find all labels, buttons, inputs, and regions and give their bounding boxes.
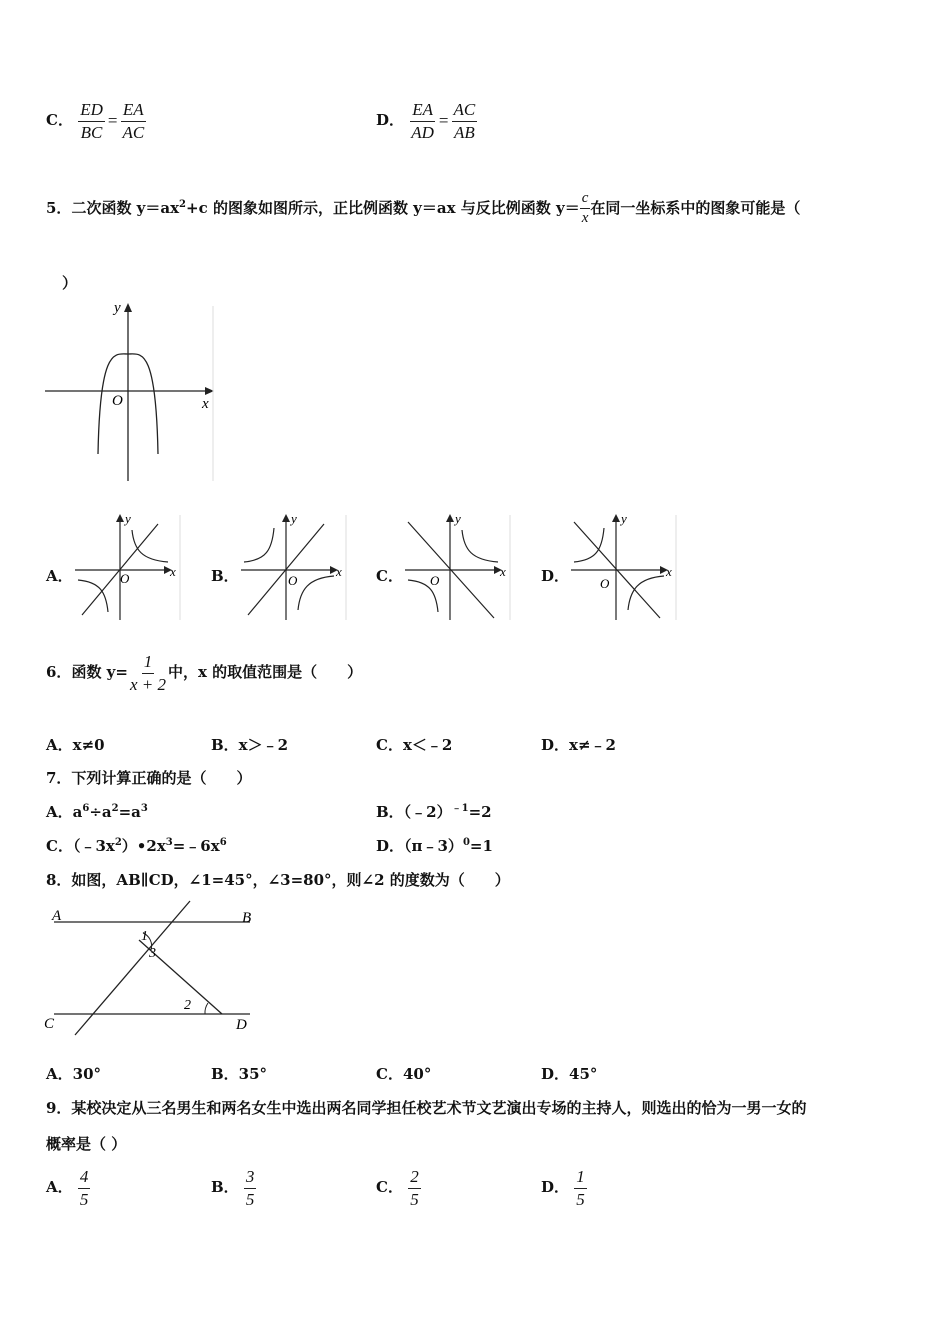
- option-text: =1: [469, 837, 493, 855]
- transversal: [75, 901, 190, 1035]
- denominator: 5: [576, 1189, 585, 1209]
- origin-label: O: [288, 573, 298, 588]
- x-label: x: [170, 564, 176, 579]
- superscript: 3: [165, 837, 173, 848]
- q7-option-c[interactable]: [46, 835, 227, 856]
- numerator: EA: [121, 100, 146, 122]
- q7-question: 7．下列计算正确的是（ ）: [46, 769, 252, 787]
- y-label: y: [114, 300, 121, 316]
- option-d-graph[interactable]: [566, 510, 678, 622]
- angle-2-arc: [205, 1003, 208, 1014]
- origin-label: O: [430, 573, 440, 588]
- denominator: x: [581, 210, 589, 227]
- y-label: y: [455, 511, 461, 526]
- question-text: 二次函数 y＝ax: [71, 198, 180, 217]
- y-label: y: [291, 511, 297, 526]
- fraction: [120, 100, 146, 142]
- q9-option-c[interactable]: [376, 1167, 421, 1209]
- option-letter: D．: [541, 1178, 570, 1197]
- y-axis-arrow: [124, 303, 132, 312]
- parallel-lines-figure: [40, 895, 270, 1040]
- option-text: ÷a: [89, 803, 112, 821]
- q9-option-a[interactable]: [46, 1167, 90, 1209]
- origin-label: O: [112, 393, 123, 409]
- superscript: 2: [111, 803, 119, 814]
- denominator: BC: [80, 122, 103, 142]
- question-number: 5．: [46, 198, 72, 217]
- q8-option-b[interactable]: B．35°: [211, 1065, 268, 1083]
- q6-option-a[interactable]: A．x≠0: [46, 736, 105, 754]
- q7-option-b[interactable]: [376, 801, 492, 822]
- equals-sign: =: [438, 111, 449, 131]
- origin-label: O: [600, 576, 610, 591]
- option-b-letter[interactable]: B．: [211, 567, 239, 585]
- denominator: AC: [122, 122, 145, 142]
- hyperbola-branch: [78, 580, 108, 612]
- question-text: 在同一坐标系中的图象可能是（: [590, 198, 801, 217]
- denominator: 5: [245, 1189, 255, 1209]
- label-c: C: [44, 1016, 55, 1032]
- q9-question-line1: 9．某校决定从三名男生和两名女生中选出两名同学担任校艺术节文艺演出专场的主持人，则选出的恰为一男一女的: [46, 1099, 807, 1117]
- numerator: AC: [452, 100, 478, 122]
- option-d-letter[interactable]: D．: [541, 567, 570, 585]
- q7-option-d[interactable]: [376, 835, 493, 856]
- question-text: 中，x 的取值范围是（ ）: [167, 663, 363, 682]
- superscript: 3: [140, 803, 148, 814]
- angle-3-label: 3: [149, 946, 156, 961]
- denominator: 5: [79, 1189, 89, 1209]
- x-label: x: [666, 564, 672, 579]
- fraction: [244, 1167, 257, 1209]
- y-axis-arrow: [116, 514, 124, 522]
- fraction: [574, 1167, 587, 1209]
- y-label: y: [621, 511, 627, 526]
- origin-label: O: [120, 571, 130, 586]
- q9-question-line2: 概率是（ ）: [46, 1135, 127, 1153]
- option-letter: B．: [211, 1178, 239, 1197]
- numerator: 4: [78, 1167, 91, 1189]
- numerator: 1: [574, 1167, 587, 1189]
- q4-option-d[interactable]: [376, 100, 477, 142]
- option-a-graph[interactable]: [70, 510, 182, 622]
- q9-option-d[interactable]: [541, 1167, 587, 1209]
- option-text: B．（﹣2）: [376, 803, 452, 821]
- q6-option-d[interactable]: D．x≠﹣2: [541, 736, 616, 754]
- question-number: 6．: [46, 663, 72, 682]
- option-a-letter[interactable]: A．: [46, 567, 73, 585]
- option-text: =a: [118, 803, 141, 821]
- angle-2-label: 2: [184, 998, 191, 1013]
- denominator: AD: [411, 122, 434, 142]
- q5-question: [46, 190, 800, 228]
- hyperbola-branch: [574, 528, 604, 562]
- y-axis-arrow: [612, 514, 620, 522]
- question-text: +c 的图象如图所示，正比例函数 y＝ax 与反比例函数 y＝: [186, 198, 580, 217]
- x-label: x: [202, 396, 209, 412]
- option-letter: D．: [376, 111, 405, 130]
- q7-option-a[interactable]: [46, 801, 148, 822]
- y-label: y: [125, 511, 131, 526]
- option-text: A．a: [46, 803, 83, 821]
- option-text: =﹣6x: [172, 837, 220, 855]
- numerator: EA: [410, 100, 435, 122]
- equals-sign: =: [107, 111, 118, 131]
- question-text: 函数 y=: [71, 663, 128, 682]
- denominator: x + 2: [129, 674, 166, 694]
- option-letter: A．: [46, 1178, 73, 1197]
- fraction: [409, 100, 436, 142]
- fraction: [128, 652, 168, 694]
- label-b: B: [242, 910, 252, 926]
- option-text: ）•2x: [121, 837, 166, 855]
- numerator: 1: [142, 652, 155, 674]
- fraction: [78, 100, 105, 142]
- q4-option-c[interactable]: [46, 100, 146, 142]
- superscript: 6: [219, 837, 227, 848]
- option-text: D．（π﹣3）: [376, 837, 463, 855]
- numerator: ED: [78, 100, 105, 122]
- parabola-graph: [40, 296, 220, 486]
- option-letter: C．: [46, 111, 73, 130]
- fraction: [580, 190, 591, 228]
- superscript: 2: [179, 198, 187, 210]
- q9-option-b[interactable]: [211, 1167, 256, 1209]
- hyperbola-branch: [628, 576, 664, 610]
- hyperbola-branch: [244, 528, 274, 562]
- option-text: C．（﹣3x: [46, 837, 115, 855]
- denominator: AB: [453, 122, 475, 142]
- x-label: x: [336, 564, 342, 579]
- option-letter: C．: [376, 1178, 403, 1197]
- numerator: c: [580, 190, 591, 209]
- q6-option-c[interactable]: C．x＜﹣2: [376, 736, 453, 754]
- label-a: A: [52, 908, 62, 924]
- q8-question: 8．如图，AB∥CD，∠1=45°，∠3=80°，则∠2 的度数为（ ）: [46, 871, 510, 889]
- angle-1-label: 1: [141, 929, 148, 944]
- hyperbola-branch: [298, 576, 334, 610]
- option-c-letter[interactable]: C．: [376, 567, 403, 585]
- hyperbola-branch: [462, 530, 498, 562]
- q8-option-c[interactable]: C．40°: [376, 1065, 432, 1083]
- x-label: x: [500, 564, 506, 579]
- option-text: =2: [468, 803, 492, 821]
- q6-option-b[interactable]: B．x＞﹣2: [211, 736, 289, 754]
- option-c-graph[interactable]: [400, 510, 512, 622]
- q8-option-d[interactable]: D．45°: [541, 1065, 598, 1083]
- superscript: 2: [114, 837, 122, 848]
- superscript: ﹣1: [451, 803, 469, 814]
- closing-paren: ）: [62, 274, 78, 292]
- label-d: D: [236, 1017, 247, 1033]
- numerator: 3: [244, 1167, 257, 1189]
- q8-option-a[interactable]: A．30°: [46, 1065, 102, 1083]
- q6-question: [46, 652, 362, 694]
- superscript: 0: [462, 837, 470, 848]
- y-axis-arrow: [282, 514, 290, 522]
- hyperbola-branch: [132, 530, 168, 562]
- fraction: [408, 1167, 421, 1209]
- option-b-graph[interactable]: [236, 510, 348, 622]
- fraction: [452, 100, 478, 142]
- superscript: 6: [82, 803, 90, 814]
- numerator: 2: [408, 1167, 421, 1189]
- fraction: [78, 1167, 91, 1209]
- denominator: 5: [410, 1189, 419, 1209]
- y-axis-arrow: [446, 514, 454, 522]
